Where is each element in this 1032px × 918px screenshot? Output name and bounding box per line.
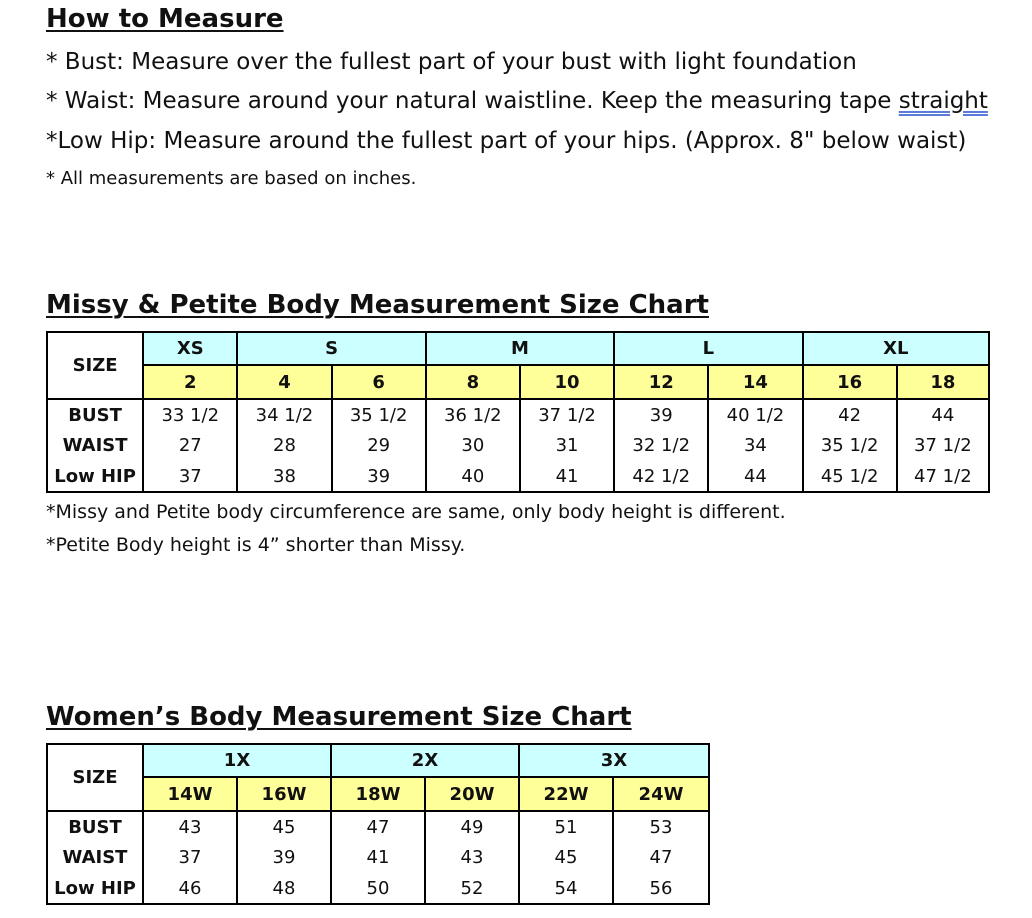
missy-cell: 47 1/2 [897,461,989,492]
women-cell: 47 [331,811,425,842]
waist-instruction-spellcheck-word: straight [898,88,988,114]
missy-size-14: 14 [708,365,802,399]
missy-cell: 36 1/2 [426,399,520,430]
low-hip-instruction: *Low Hip: Measure around the fullest part of your hips. (Approx. 8" below waist) [46,128,967,154]
missy-cell: 41 [520,461,614,492]
missy-size-row [47,365,989,399]
missy-cell: 40 1/2 [708,399,802,430]
missy-row-label: WAIST [47,430,143,461]
women-cell: 50 [331,873,425,904]
women-size-20w: 20W [425,777,519,811]
women-cell: 45 [237,811,331,842]
women-size-18w: 18W [331,777,425,811]
women-low-hip-row [47,873,709,904]
missy-cell: 28 [237,430,331,461]
missy-size-4: 4 [237,365,331,399]
women-cell: 48 [237,873,331,904]
missy-size-header: SIZE [47,332,143,399]
missy-cell: 27 [143,430,237,461]
missy-size-16: 16 [803,365,897,399]
missy-size-2: 2 [143,365,237,399]
missy-group-xs: XS [143,332,237,365]
missy-cell: 44 [708,461,802,492]
missy-size-chart [46,331,990,493]
missy-cell: 37 1/2 [897,430,989,461]
missy-size-18: 18 [897,365,989,399]
missy-low-hip-row [47,461,989,492]
missy-cell: 35 1/2 [332,399,426,430]
missy-cell: 37 [143,461,237,492]
women-group-2x: 2X [331,744,519,777]
women-cell: 39 [237,842,331,873]
women-size-22w: 22W [519,777,613,811]
women-group-3x: 3X [519,744,709,777]
women-group-row [47,744,709,777]
missy-cell: 39 [332,461,426,492]
inches-note: * All measurements are based on inches. [46,168,417,189]
missy-size-8: 8 [426,365,520,399]
missy-row-label: Low HIP [47,461,143,492]
missy-note-petite-height: *Petite Body height is 4” shorter than Missy. [46,534,466,556]
missy-group-s: S [237,332,425,365]
missy-cell: 30 [426,430,520,461]
missy-cell: 29 [332,430,426,461]
bust-instruction: * Bust: Measure over the fullest part of your bust with light foundation [46,49,857,75]
missy-cell: 39 [614,399,708,430]
women-size-16w: 16W [237,777,331,811]
missy-waist-row [47,430,989,461]
missy-group-xl: XL [803,332,989,365]
missy-size-6: 6 [332,365,426,399]
women-row-label: Low HIP [47,873,143,904]
waist-instruction-text: * Waist: Measure around your natural waistline. Keep the measuring tape [46,88,899,114]
missy-cell: 44 [897,399,989,430]
missy-cell: 32 1/2 [614,430,708,461]
missy-chart-title: Missy & Petite Body Measurement Size Chart [46,290,709,320]
women-cell: 47 [613,842,709,873]
women-cell: 41 [331,842,425,873]
missy-cell: 34 1/2 [237,399,331,430]
women-cell: 56 [613,873,709,904]
waist-instruction [46,88,988,114]
women-row-label: WAIST [47,842,143,873]
how-to-measure-title: How to Measure [46,4,284,34]
missy-group-m: M [426,332,614,365]
women-size-24w: 24W [613,777,709,811]
missy-cell: 33 1/2 [143,399,237,430]
women-cell: 51 [519,811,613,842]
women-cell: 37 [143,842,237,873]
women-cell: 53 [613,811,709,842]
women-cell: 46 [143,873,237,904]
missy-cell: 40 [426,461,520,492]
missy-row-label: BUST [47,399,143,430]
missy-note-circumference: *Missy and Petite body circumference are same, only body height is different. [46,501,786,523]
missy-size-12: 12 [614,365,708,399]
missy-cell: 42 [803,399,897,430]
missy-group-row [47,332,989,365]
women-size-header: SIZE [47,744,143,811]
missy-cell: 31 [520,430,614,461]
missy-cell: 37 1/2 [520,399,614,430]
women-chart-title: Women’s Body Measurement Size Chart [46,702,632,732]
women-cell: 45 [519,842,613,873]
missy-cell: 35 1/2 [803,430,897,461]
women-group-1x: 1X [143,744,331,777]
women-cell: 43 [425,842,519,873]
missy-bust-row [47,399,989,430]
women-size-row [47,777,709,811]
women-cell: 52 [425,873,519,904]
missy-size-10: 10 [520,365,614,399]
women-waist-row [47,842,709,873]
women-cell: 49 [425,811,519,842]
missy-cell: 42 1/2 [614,461,708,492]
women-size-chart [46,743,710,905]
missy-cell: 34 [708,430,802,461]
women-row-label: BUST [47,811,143,842]
women-bust-row [47,811,709,842]
women-cell: 54 [519,873,613,904]
missy-group-l: L [614,332,802,365]
missy-cell: 38 [237,461,331,492]
women-cell: 43 [143,811,237,842]
missy-cell: 45 1/2 [803,461,897,492]
women-size-14w: 14W [143,777,237,811]
